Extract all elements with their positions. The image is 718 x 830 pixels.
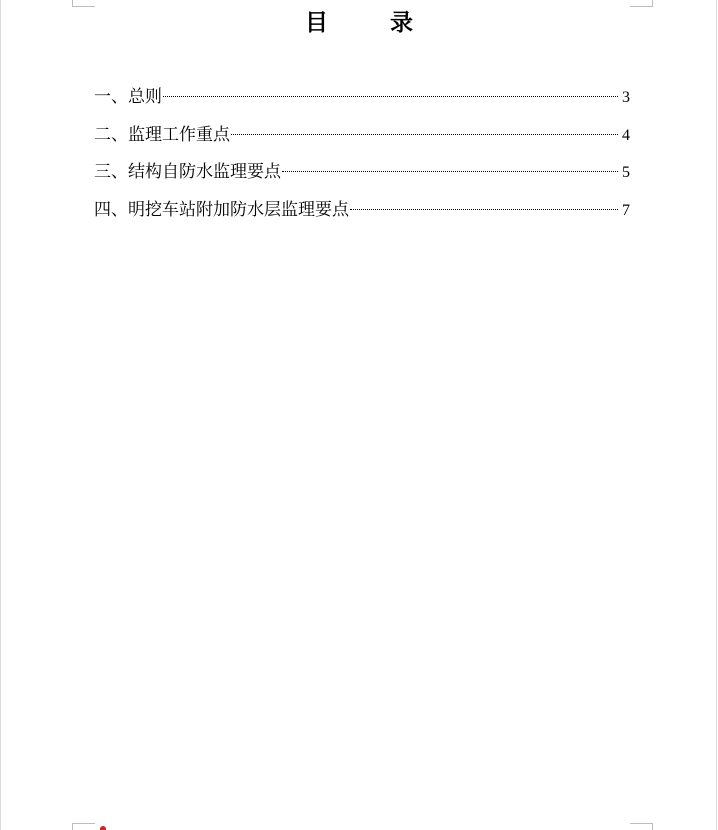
crop-mark-bottom-right (630, 823, 653, 830)
toc-entry-label: 三、结构自防水监理要点 (94, 162, 281, 182)
cursor-marker-icon (100, 826, 106, 830)
toc-page-number: 4 (622, 126, 630, 144)
toc-page-number: 5 (622, 164, 630, 181)
toc-entry-key-work[interactable] (94, 122, 630, 160)
toc-heading-char-2: 录 (390, 10, 413, 36)
toc-entry-general[interactable] (94, 84, 630, 122)
toc-entry-label: 二、监理工作重点 (94, 124, 230, 145)
toc-dot-leader (350, 209, 618, 210)
toc-dot-leader (163, 96, 618, 97)
toc-dot-leader (282, 171, 618, 172)
page-right-edge (716, 0, 717, 830)
toc-entry-additional-waterproof-layer[interactable] (94, 197, 630, 235)
crop-mark-top-left (72, 0, 95, 7)
toc-entry-structural-waterproofing[interactable] (94, 159, 630, 197)
toc-dot-leader (231, 134, 618, 135)
crop-mark-top-right (630, 0, 653, 7)
toc-page-number: 7 (622, 201, 630, 219)
toc-entry-label: 一、总则 (94, 87, 162, 107)
table-of-contents (94, 84, 630, 234)
crop-mark-bottom-left (72, 823, 95, 830)
page-left-edge (0, 0, 1, 830)
toc-heading (0, 7, 718, 39)
toc-entry-label: 四、明挖车站附加防水层监理要点 (94, 199, 349, 220)
toc-page-number: 3 (622, 89, 630, 106)
toc-heading-char-1: 目 (305, 10, 328, 36)
